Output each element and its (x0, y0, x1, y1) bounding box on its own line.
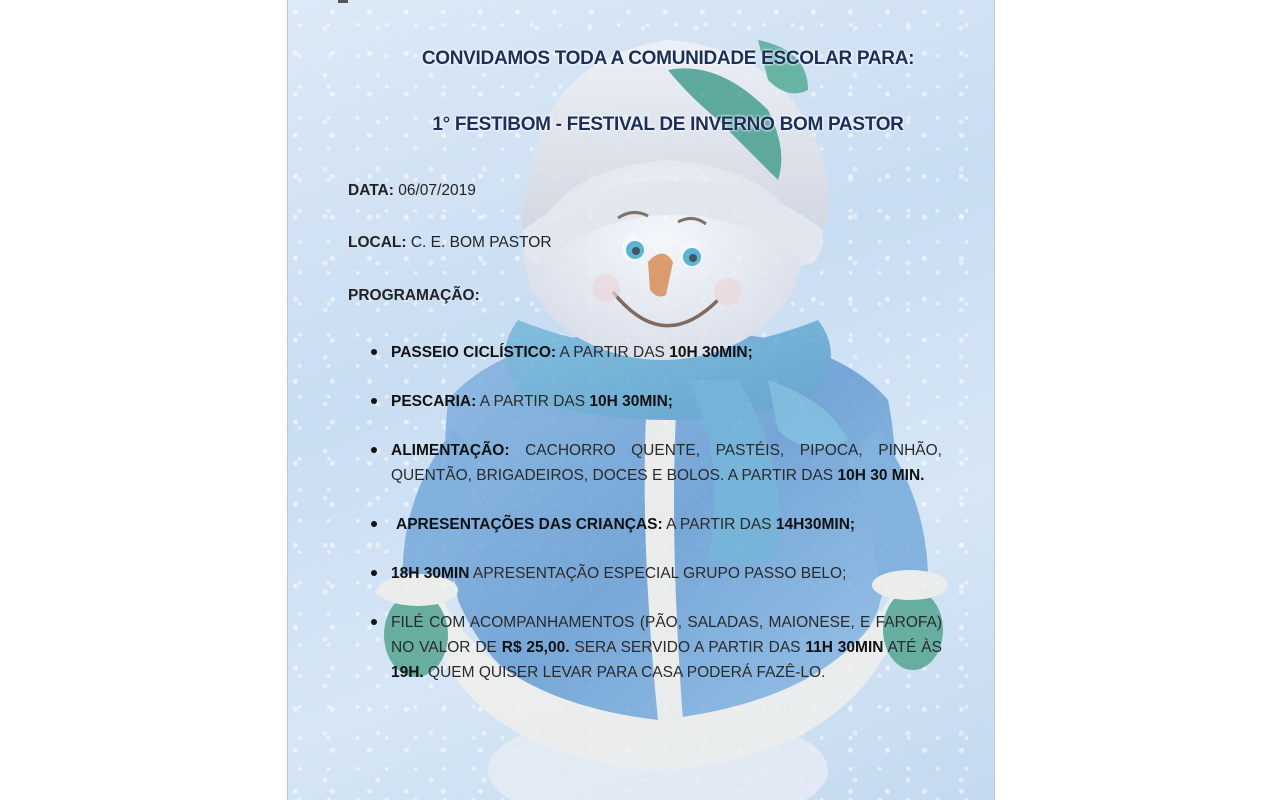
list-item-passeio: PASSEIO CICLÍSTICO: A PARTIR DAS 10H 30MIN; (370, 340, 942, 365)
date-label: DATA: (348, 182, 394, 199)
flyer-content (288, 0, 994, 800)
date-line (348, 182, 476, 200)
flyer-page (287, 0, 995, 800)
list-item-pescaria: PESCARIA: A PARTIR DAS 10H 30MIN; (370, 389, 942, 414)
date-value: 06/07/2019 (398, 182, 476, 199)
programacao-label: PROGRAMAÇÃO: (348, 287, 480, 304)
invitation-heading: CONVIDAMOS TODA A COMUNIDADE ESCOLAR PARA: (421, 48, 915, 69)
local-label: LOCAL: (348, 234, 407, 251)
festival-title: 1° FESTIBOM - FESTIVAL DE INVERNO BOM PASTOR (432, 114, 904, 135)
list-item-apresentacoes: APRESENTAÇÕES DAS CRIANÇAS: A PARTIR DAS 14H30MIN; (370, 512, 942, 537)
list-item-file: FILÉ COM ACOMPANHAMENTOS (PÃO, SALADAS, MAIONESE, E FAROFA) NO VALOR DE R$ 25,00. SERA SERVIDO A PARTIR DAS 11H 30MIN ATÉ ÀS 19H. QUEM QUISER LEVAR PARA CASA PODERÁ FAZÊ-LO. (370, 610, 942, 685)
list-item-passo-belo: 18H 30MIN APRESENTAÇÃO ESPECIAL GRUPO PASSO BELO; (370, 561, 942, 586)
list-item-alimentacao: ALIMENTAÇÃO: CACHORRO QUENTE, PASTÉIS, PIPOCA, PINHÃO, QUENTÃO, BRIGADEIROS, DOCES E BOLOS. A PARTIR DAS 10H 30 MIN. (370, 438, 942, 488)
local-line (348, 234, 552, 252)
program-list (370, 340, 942, 709)
local-value: C. E. BOM PASTOR (410, 234, 552, 251)
